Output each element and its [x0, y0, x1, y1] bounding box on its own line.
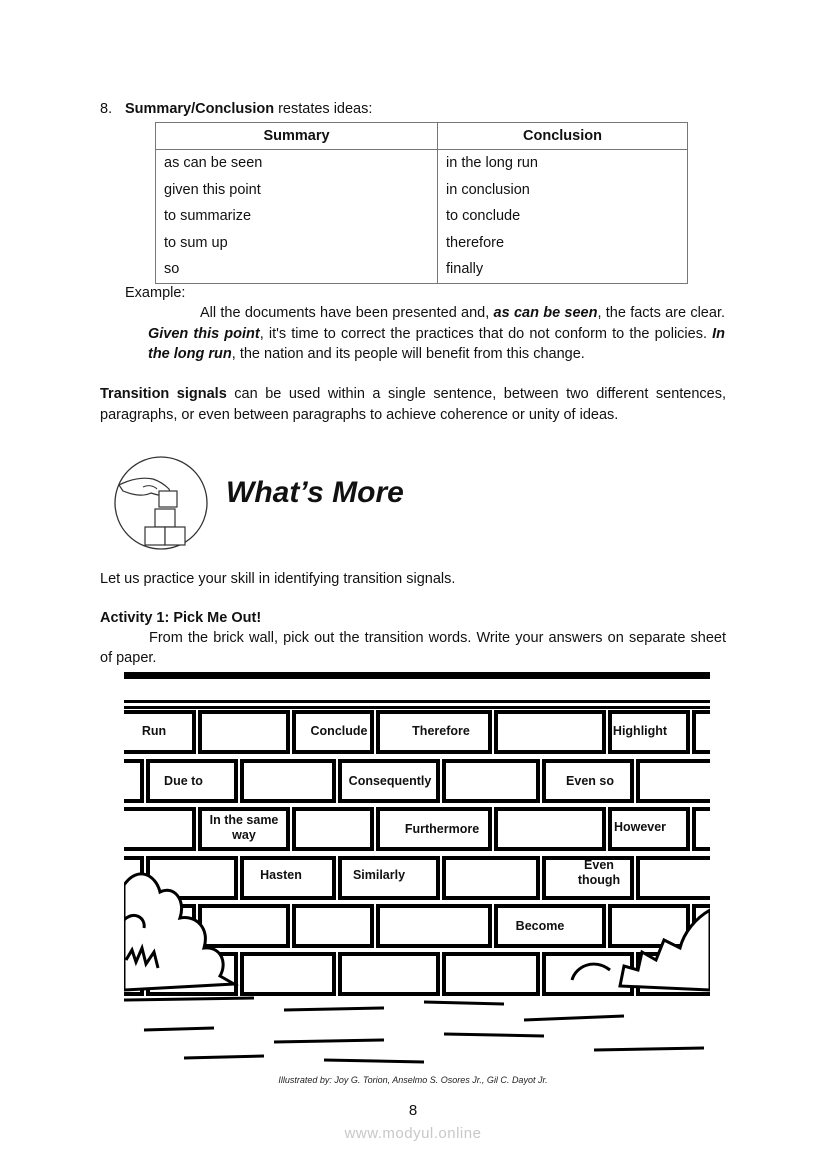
- brick-word: Hasten: [260, 868, 302, 882]
- hand-stacking-blocks-icon: [113, 455, 209, 551]
- instruction-text: From the brick wall, pick out the transition words. Write your answers on separate sheet of paper.: [100, 630, 726, 666]
- brick-word: Even so: [566, 774, 614, 788]
- table-row: [156, 230, 688, 257]
- brick: [694, 809, 710, 849]
- cell-summary: to summarize: [156, 203, 438, 230]
- brick: [294, 809, 372, 849]
- brick-word: Consequently: [348, 774, 432, 788]
- brick-word: Therefore: [412, 724, 470, 738]
- item-title-rest: restates ideas:: [274, 101, 373, 117]
- cell-conclusion: in conclusion: [438, 177, 688, 204]
- example-emphasis: Given this point: [148, 325, 260, 342]
- brick: [124, 761, 142, 801]
- header-summary: Summary: [156, 123, 438, 150]
- brick: [444, 954, 538, 994]
- cell-conclusion: in the long run: [438, 150, 688, 177]
- illustration-credit: Illustrated by: Joy G. Torion, Anselmo S. Osores Jr., Gil C. Dayot Jr.: [278, 1075, 548, 1085]
- brick: [694, 712, 710, 752]
- cell-summary: to sum up: [156, 230, 438, 257]
- brick: [638, 858, 710, 898]
- brick-word: In the same way: [209, 813, 279, 842]
- brick: [610, 906, 688, 946]
- summary-conclusion-table: [155, 122, 688, 284]
- item-title: Summary/Conclusion: [125, 101, 275, 117]
- brick: [638, 761, 710, 801]
- brick: [340, 954, 438, 994]
- brick-word: Highlight: [612, 724, 668, 738]
- brick: [200, 712, 288, 752]
- brick-word: Run: [141, 724, 167, 738]
- brick-word: However: [613, 820, 667, 834]
- table-row: [156, 177, 688, 204]
- cell-conclusion: to conclude: [438, 203, 688, 230]
- brick: [124, 809, 194, 849]
- table-header-row: [156, 123, 688, 150]
- brick-word: Become: [515, 919, 565, 933]
- example-text: All the documents have been presented and,: [200, 305, 494, 321]
- table-row: [156, 150, 688, 177]
- ground-lines: [124, 998, 704, 1062]
- section-title: What’s More: [226, 476, 404, 509]
- page-number: 8: [408, 1102, 418, 1119]
- brick-word: Similarly: [352, 868, 406, 882]
- watermark: www.modyul.online: [344, 1125, 482, 1142]
- item-number: 8.: [100, 101, 113, 117]
- cell-conclusion: finally: [438, 256, 688, 283]
- table-row: [156, 203, 688, 230]
- transition-signals-paragraph: [100, 384, 726, 425]
- item-8-heading: [100, 101, 372, 117]
- activity-instruction: [100, 628, 726, 668]
- example-emphasis: as can be seen: [493, 305, 598, 321]
- header-conclusion: Conclusion: [438, 123, 688, 150]
- example-emphasis: In the long run: [148, 325, 725, 362]
- brick: [496, 712, 604, 752]
- brick: [544, 954, 632, 994]
- brick-wall-illustration: [124, 670, 710, 1070]
- transition-term: Transition signals: [100, 386, 227, 402]
- brick: [496, 809, 604, 849]
- cell-summary: as can be seen: [156, 150, 438, 177]
- activity-title: Activity 1: Pick Me Out!: [100, 610, 262, 626]
- brick: [200, 906, 288, 946]
- brick: [294, 906, 372, 946]
- practice-intro: Let us practice your skill in identifying transition signals.: [100, 571, 456, 587]
- table-row: [156, 256, 688, 283]
- example-label: Example:: [125, 285, 186, 301]
- brick-word: Due to: [164, 774, 203, 788]
- example-text: , the facts are clear.: [597, 305, 725, 321]
- brick: [242, 954, 334, 994]
- wall-top-bar: [124, 672, 710, 679]
- example-text: , the nation and its people will benefit from this change.: [231, 346, 585, 362]
- transition-text: can be used within a single sentence, between two different sentences, paragraphs, or even between paragraphs to achieve coherence or unity of ideas.: [100, 386, 727, 423]
- brick: [444, 761, 538, 801]
- brick: [378, 906, 490, 946]
- brick: [444, 858, 538, 898]
- brick: [242, 761, 334, 801]
- example-text: , it's time to correct the practices that do not conform to the policies.: [259, 325, 713, 342]
- brick-word: Furthermore: [404, 822, 480, 836]
- example-paragraph: [148, 303, 725, 365]
- brick-word: Even though: [577, 858, 621, 887]
- cell-summary: so: [156, 256, 438, 283]
- cell-summary: given this point: [156, 177, 438, 204]
- brick-word: Conclude: [310, 724, 368, 738]
- cell-conclusion: therefore: [438, 230, 688, 257]
